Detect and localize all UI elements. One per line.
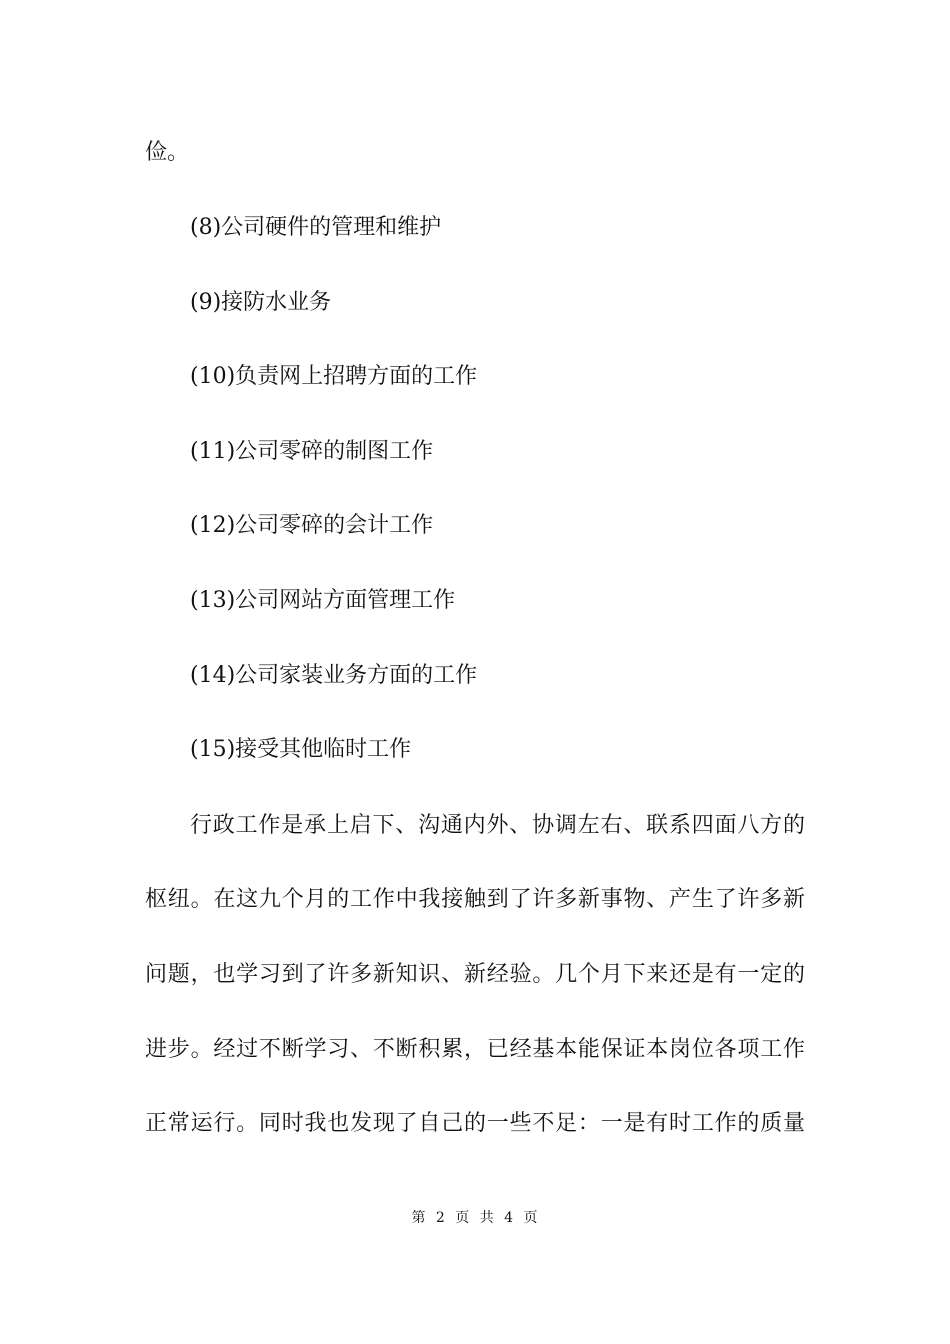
paragraph-line: 枢纽。在这九个月的工作中我接触到了许多新事物、产生了许多新	[145, 887, 805, 912]
paragraph-line: 正常运行。同时我也发现了自己的一些不足：一是有时工作的质量	[145, 1111, 805, 1136]
list-item: (11)公司零碎的制图工作	[190, 439, 434, 464]
list-item: (8)公司硬件的管理和维护	[190, 215, 442, 240]
continuation-text: 俭。	[145, 140, 190, 165]
paragraph-line: 进步。经过不断学习、不断积累，已经基本能保证本岗位各项工作	[145, 1037, 805, 1062]
page-number-footer: 第 2 页 共 4 页	[411, 1210, 539, 1226]
list-item: (13)公司网站方面管理工作	[190, 588, 456, 613]
list-item: (14)公司家装业务方面的工作	[190, 663, 478, 688]
list-item: (12)公司零碎的会计工作	[190, 513, 434, 538]
paragraph-line: 问题，也学习到了许多新知识、新经验。几个月下来还是有一定的	[145, 962, 805, 987]
list-item: (15)接受其他临时工作	[190, 737, 412, 762]
list-item: (9)接防水业务	[190, 290, 332, 315]
list-item: (10)负责网上招聘方面的工作	[190, 364, 478, 389]
paragraph-line: 行政工作是承上启下、沟通内外、协调左右、联系四面八方的	[190, 813, 805, 838]
